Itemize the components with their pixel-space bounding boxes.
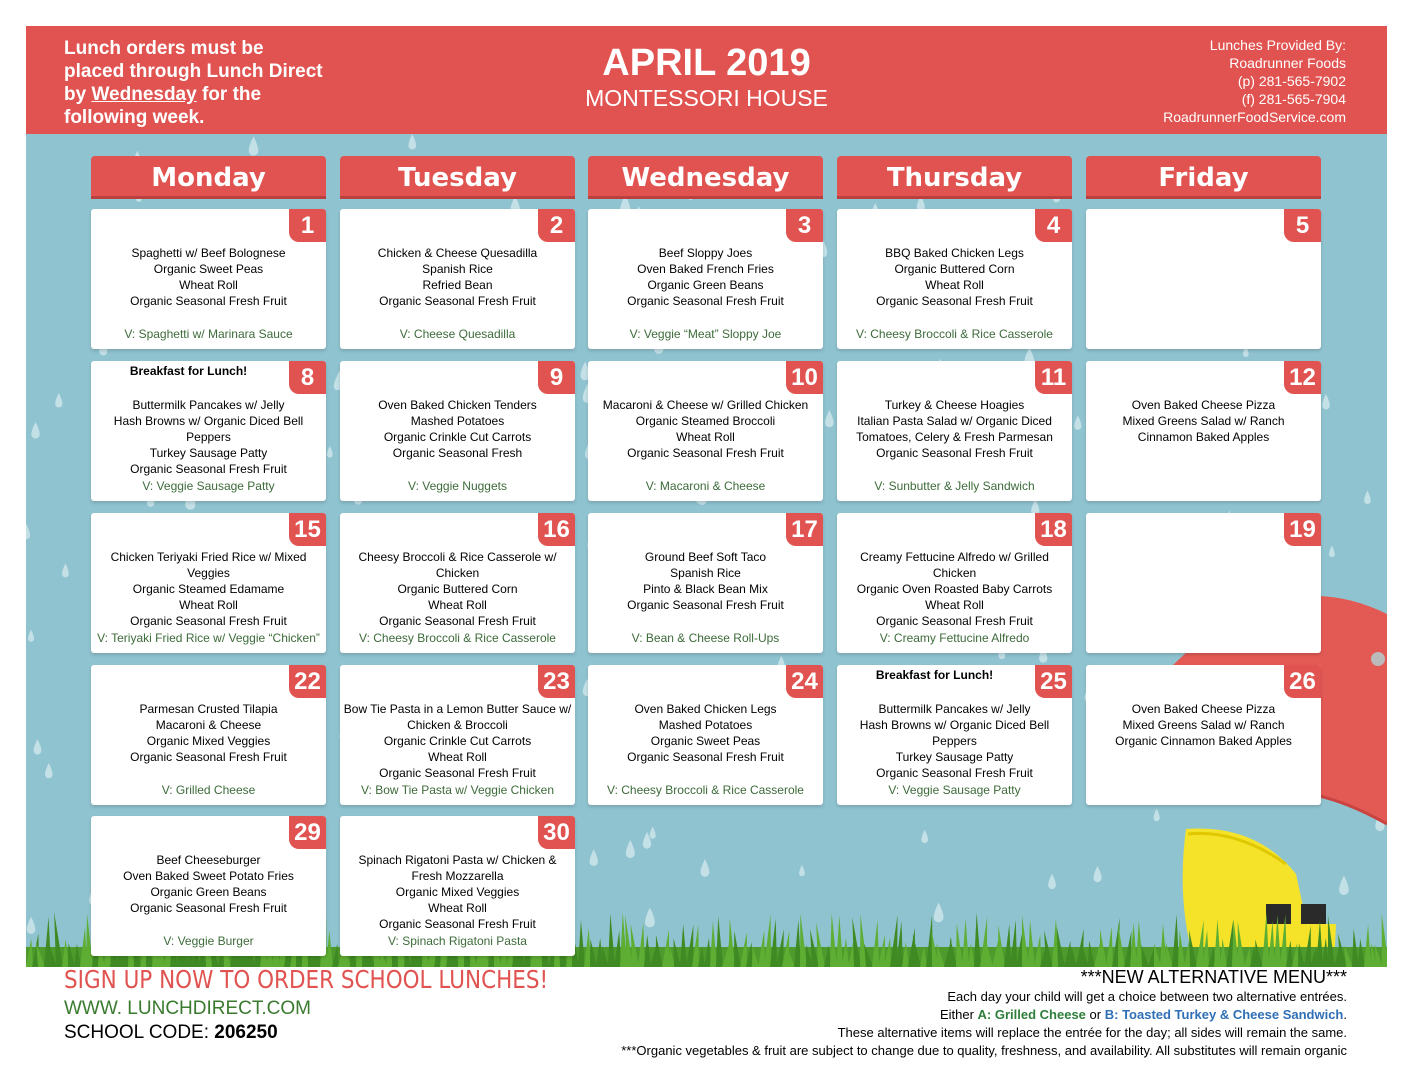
day-number: 1 [289, 209, 326, 242]
menu-item: Organic Seasonal Fresh Fruit [130, 614, 287, 628]
day-number: 15 [289, 513, 326, 546]
menu-item: Beef Sloppy Joes [658, 246, 753, 260]
menu-item: Oven Baked Sweet Potato Fries [123, 869, 294, 883]
school-code: SCHOOL CODE: 206250 [64, 1022, 278, 1043]
vegetarian-option: V: Veggie Burger [163, 934, 254, 948]
menu-item: Wheat Roll [428, 598, 487, 612]
menu-item: Organic Seasonal Fresh Fruit [130, 750, 287, 764]
day-number: 25 [1035, 665, 1072, 698]
menu-item: Refried Bean [422, 278, 493, 292]
menu-items [93, 549, 324, 629]
menu-item: Organic Seasonal Fresh Fruit [876, 614, 1033, 628]
vegetarian-option: V: Cheesy Broccoli & Rice Casserole [607, 783, 804, 797]
school-name: MONTESSORI HOUSE [585, 85, 828, 111]
menu-item: Organic Seasonal Fresh Fruit [876, 446, 1033, 460]
raindrop-icon [1074, 415, 1081, 430]
day-cell [91, 209, 326, 349]
vegetarian-option: V: Veggie “Meat” Sloppy Joe [629, 327, 782, 341]
day-cell [837, 665, 1072, 805]
day-number: 18 [1035, 513, 1072, 546]
menu-item: Chicken Teriyaki Fried Rice w/ Mixed Veggies [110, 550, 307, 580]
breakfast-for-lunch-label: Breakfast for Lunch! [875, 668, 994, 682]
weekday-header-tuesday: Tuesday [340, 156, 575, 196]
menu-item: Macaroni & Cheese w/ Grilled Chicken [602, 398, 809, 412]
header-banner [26, 26, 1387, 134]
day-number: 24 [786, 665, 823, 698]
alternative-menu-note: ***NEW ALTERNATIVE MENU*** Each day your child will get a choice between two alternative entrées. Either A: Grilled Cheese or B: Toasted Turkey & Cheese Sandwich. These alternative items will replace the entrée for the day; all sides will remain the same. ***Organic vegetables & fruit are subject to change due to quality, freshness, and availability. All substitutes will remain organic [621, 967, 1347, 1058]
raindrop-icon [921, 830, 928, 843]
day-cell [1086, 513, 1321, 653]
day-number: 2 [538, 209, 575, 242]
raindrop-icon [62, 563, 69, 577]
menu-item: Wheat Roll [428, 901, 487, 915]
menu-items [342, 701, 573, 781]
raindrop-icon [55, 393, 62, 408]
menu-item: Italian Pasta Salad w/ Organic Diced Tomatoes, Celery & Fresh Parmesan [856, 414, 1053, 444]
menu-items [1088, 397, 1319, 445]
raindrop-icon [1048, 874, 1056, 889]
day-cell [588, 361, 823, 501]
menu-item: Mixed Greens Salad w/ Ranch [1122, 414, 1285, 428]
vegetarian-option: V: Spaghetti w/ Marinara Sauce [124, 327, 293, 341]
day-number: 17 [786, 513, 823, 546]
menu-item: Organic Steamed Broccoli [635, 414, 776, 428]
menu-item: Organic Seasonal Fresh Fruit [130, 901, 287, 915]
weekday-header-friday: Friday [1086, 156, 1321, 196]
menu-item: Organic Steamed Edamame [132, 582, 285, 596]
alt-a-value: Grilled Cheese [994, 1007, 1086, 1022]
day-cell [340, 665, 575, 805]
menu-item: Organic Seasonal Fresh Fruit [379, 614, 536, 628]
raindrop-icon [34, 739, 42, 755]
menu-item: Hash Browns w/ Organic Diced Bell Peppers [859, 718, 1050, 748]
raindrop-icon [1329, 546, 1335, 558]
menu-item: Pinto & Black Bean Mix [643, 582, 768, 596]
day-cell [588, 665, 823, 805]
menu-item: Spanish Rice [670, 566, 741, 580]
vegetarian-option: V: Veggie Nuggets [408, 479, 507, 493]
menu-item: Hash Browns w/ Organic Diced Bell Peppers [113, 414, 304, 444]
menu-item: Organic Crinkle Cut Carrots [383, 734, 532, 748]
day-number: 23 [538, 665, 575, 698]
menu-item: Turkey Sausage Patty [149, 446, 268, 460]
vegetarian-option: V: Cheesy Broccoli & Rice Casserole [856, 327, 1053, 341]
menu-items [342, 397, 573, 461]
menu-item: Ground Beef Soft Taco [644, 550, 767, 564]
vegetarian-option: V: Bean & Cheese Roll-Ups [631, 631, 780, 645]
day-number: 5 [1284, 209, 1321, 242]
menu-item: Organic Seasonal Fresh Fruit [627, 750, 784, 764]
day-cell [1086, 665, 1321, 805]
vegetarian-option: V: Veggie Sausage Patty [142, 479, 275, 493]
day-cell [1086, 361, 1321, 501]
menu-items [839, 397, 1070, 461]
menu-item: Organic Crinkle Cut Carrots [383, 430, 532, 444]
menu-item: Organic Seasonal Fresh Fruit [876, 294, 1033, 308]
menu-item: Organic Seasonal Fresh Fruit [627, 294, 784, 308]
weekday-header-thursday: Thursday [837, 156, 1072, 196]
day-number: 19 [1284, 513, 1321, 546]
menu-item: Organic Seasonal Fresh Fruit [876, 766, 1033, 780]
day-number: 4 [1035, 209, 1072, 242]
menu-items [590, 701, 821, 765]
provider-info: Lunches Provided By: Roadrunner Foods (p) 281-565-7902 (f) 281-565-7904 RoadrunnerFoodService.com [1163, 37, 1346, 125]
day-number: 11 [1035, 361, 1072, 394]
vegetarian-option: V: Cheesy Broccoli & Rice Casserole [359, 631, 556, 645]
signup-block [64, 965, 627, 1045]
raindrop-icon [45, 763, 53, 778]
raindrop-icon [408, 134, 416, 150]
raindrop-icon [28, 630, 34, 642]
menu-item: Beef Cheeseburger [156, 853, 261, 867]
menu-item: Wheat Roll [925, 598, 984, 612]
menu-items [93, 701, 324, 765]
menu-item: Spaghetti w/ Beef Bolognese [131, 246, 286, 260]
menu-title: APRIL 2019 [602, 42, 811, 84]
menu-item: Organic Green Beans [150, 885, 267, 899]
vegetarian-option: V: Creamy Fettucine Alfredo [879, 631, 1030, 645]
menu-item: Organic Sweet Peas [650, 734, 761, 748]
calendar-board [26, 134, 1387, 967]
day-cell [1086, 209, 1321, 349]
menu-item: Oven Baked French Fries [637, 262, 774, 276]
menu-item: Mashed Potatoes [658, 718, 753, 732]
menu-item: Oven Baked Chicken Tenders [378, 398, 537, 412]
menu-item: Wheat Roll [428, 750, 487, 764]
raindrop-icon [327, 446, 333, 458]
menu-items [93, 397, 324, 477]
day-cell [91, 816, 326, 956]
day-cell [91, 665, 326, 805]
menu-items [93, 852, 324, 916]
alt-menu-title: ***NEW ALTERNATIVE MENU*** [1080, 967, 1347, 987]
menu-items [342, 245, 573, 309]
menu-item: Organic Seasonal Fresh Fruit [627, 446, 784, 460]
menu-item: Organic Seasonal Fresh Fruit [379, 917, 536, 931]
day-number: 8 [289, 361, 326, 394]
menu-item: Chicken & Cheese Quesadilla [377, 246, 538, 260]
menu-items [93, 245, 324, 309]
day-number: 30 [538, 816, 575, 849]
menu-item: Organic Seasonal Fresh Fruit [130, 462, 287, 476]
menu-item: Spinach Rigatoni Pasta w/ Chicken & Fresh Mozzarella [358, 853, 557, 883]
menu-item: Organic Seasonal Fresh Fruit [379, 294, 536, 308]
day-number: 26 [1284, 665, 1321, 698]
raindrop-icon [1093, 866, 1101, 882]
menu-item: Organic Mixed Veggies [395, 885, 520, 899]
menu-items [590, 397, 821, 461]
menu-item: Spanish Rice [422, 262, 493, 276]
day-number: 3 [786, 209, 823, 242]
day-number: 9 [538, 361, 575, 394]
vegetarian-option: V: Spinach Rigatoni Pasta [388, 934, 527, 948]
menu-item: Oven Baked Chicken Legs [634, 702, 777, 716]
raindrop-icon [31, 422, 39, 439]
menu-items [342, 549, 573, 629]
menu-item: Turkey Sausage Patty [895, 750, 1014, 764]
menu-item: Organic Seasonal Fresh Fruit [627, 598, 784, 612]
vegetarian-option: V: Cheese Quesadilla [399, 327, 516, 341]
raindrop-icon [26, 524, 30, 540]
menu-item: Mashed Potatoes [410, 414, 505, 428]
menu-items [839, 701, 1070, 781]
vegetarian-option: V: Grilled Cheese [161, 783, 256, 797]
menu-item: Organic Mixed Veggies [146, 734, 271, 748]
day-cell [837, 209, 1072, 349]
day-cell [340, 361, 575, 501]
menu-items [839, 549, 1070, 629]
menu-item: Organic Seasonal Fresh Fruit [379, 766, 536, 780]
menu-item: Mixed Greens Salad w/ Ranch [1122, 718, 1285, 732]
menu-item: Wheat Roll [925, 278, 984, 292]
lunchdirect-link[interactable]: WWW. LUNCHDIRECT.COM [64, 998, 311, 1019]
raindrop-icon [249, 136, 259, 155]
day-cell [837, 361, 1072, 501]
breakfast-for-lunch-label: Breakfast for Lunch! [129, 364, 248, 378]
menu-item: Cinnamon Baked Apples [1137, 430, 1270, 444]
day-number: 16 [538, 513, 575, 546]
menu-item: Bow Tie Pasta in a Lemon Butter Sauce w/ Chicken & Broccoli [343, 702, 572, 732]
menu-item: Macaroni & Cheese [155, 718, 262, 732]
menu-item: Organic Sweet Peas [153, 262, 264, 276]
raindrop-icon [825, 410, 834, 427]
menu-item: Organic Seasonal Fresh Fruit [130, 294, 287, 308]
day-cell [837, 513, 1072, 653]
raindrop-icon [626, 840, 635, 858]
raindrop-icon [700, 859, 709, 877]
menu-items [590, 245, 821, 309]
raindrop-icon [1322, 394, 1330, 409]
menu-items [839, 245, 1070, 309]
raindrop-icon [1364, 491, 1371, 504]
day-number: 12 [1284, 361, 1321, 394]
weekday-header-wednesday: Wednesday [588, 156, 823, 196]
raindrop-icon [799, 865, 805, 876]
raindrop-icon [590, 849, 598, 866]
day-number: 10 [786, 361, 823, 394]
vegetarian-option: V: Sunbutter & Jelly Sandwich [874, 479, 1035, 493]
day-number: 29 [289, 816, 326, 849]
weekday-header-monday: Monday [91, 156, 326, 196]
menu-item: Oven Baked Cheese Pizza [1131, 398, 1276, 412]
day-cell [91, 361, 326, 501]
vegetarian-option: V: Teriyaki Fried Rice w/ Veggie “Chicken” [97, 631, 320, 645]
day-cell [340, 513, 575, 653]
day-cell [91, 513, 326, 653]
vegetarian-option: V: Veggie Sausage Patty [888, 783, 1021, 797]
vegetarian-option: V: Bow Tie Pasta w/ Veggie Chicken [361, 783, 554, 797]
menu-item: Oven Baked Cheese Pizza [1131, 702, 1276, 716]
menu-item: Organic Green Beans [647, 278, 764, 292]
deadline-day: Wednesday [91, 84, 197, 105]
menu-item: Creamy Fettucine Alfredo w/ Grilled Chicken [860, 550, 1049, 580]
menu-item: Wheat Roll [179, 278, 238, 292]
menu-item: Organic Buttered Corn [397, 582, 518, 596]
raindrop-icon [650, 827, 656, 839]
menu-items [342, 852, 573, 932]
alt-b-value: Toasted Turkey & Cheese Sandwich [1122, 1007, 1344, 1022]
day-cell [340, 209, 575, 349]
day-cell [340, 816, 575, 956]
provider-website: RoadrunnerFoodService.com [1163, 109, 1346, 125]
menu-item: Organic Buttered Corn [894, 262, 1015, 276]
menu-item: Organic Cinnamon Baked Apples [1115, 734, 1292, 748]
menu-item: Wheat Roll [179, 598, 238, 612]
menu-item: Parmesan Crusted Tilapia [139, 702, 278, 716]
menu-item: Cheesy Broccoli & Rice Casserole w/ Chicken [358, 550, 557, 580]
menu-item: Turkey & Cheese Hoagies [884, 398, 1025, 412]
menu-items [1088, 701, 1319, 749]
menu-item: Buttermilk Pancakes w/ Jelly [132, 398, 285, 412]
menu-item: BBQ Baked Chicken Legs [885, 246, 1024, 260]
menu-item: Buttermilk Pancakes w/ Jelly [878, 702, 1031, 716]
menu-item: Organic Oven Roasted Baby Carrots [856, 582, 1053, 596]
menu-items [590, 549, 821, 613]
menu-item: Wheat Roll [676, 430, 735, 444]
menu-item: Organic Seasonal Fresh [392, 446, 523, 460]
order-deadline-note: Lunch orders must be placed through Lunch Direct by Wednesday for the following week. [64, 38, 323, 128]
day-number: 22 [289, 665, 326, 698]
signup-heading: SIGN UP NOW TO ORDER SCHOOL LUNCHES! [64, 965, 549, 994]
day-cell [588, 513, 823, 653]
day-cell [588, 209, 823, 349]
vegetarian-option: V: Macaroni & Cheese [645, 479, 766, 493]
